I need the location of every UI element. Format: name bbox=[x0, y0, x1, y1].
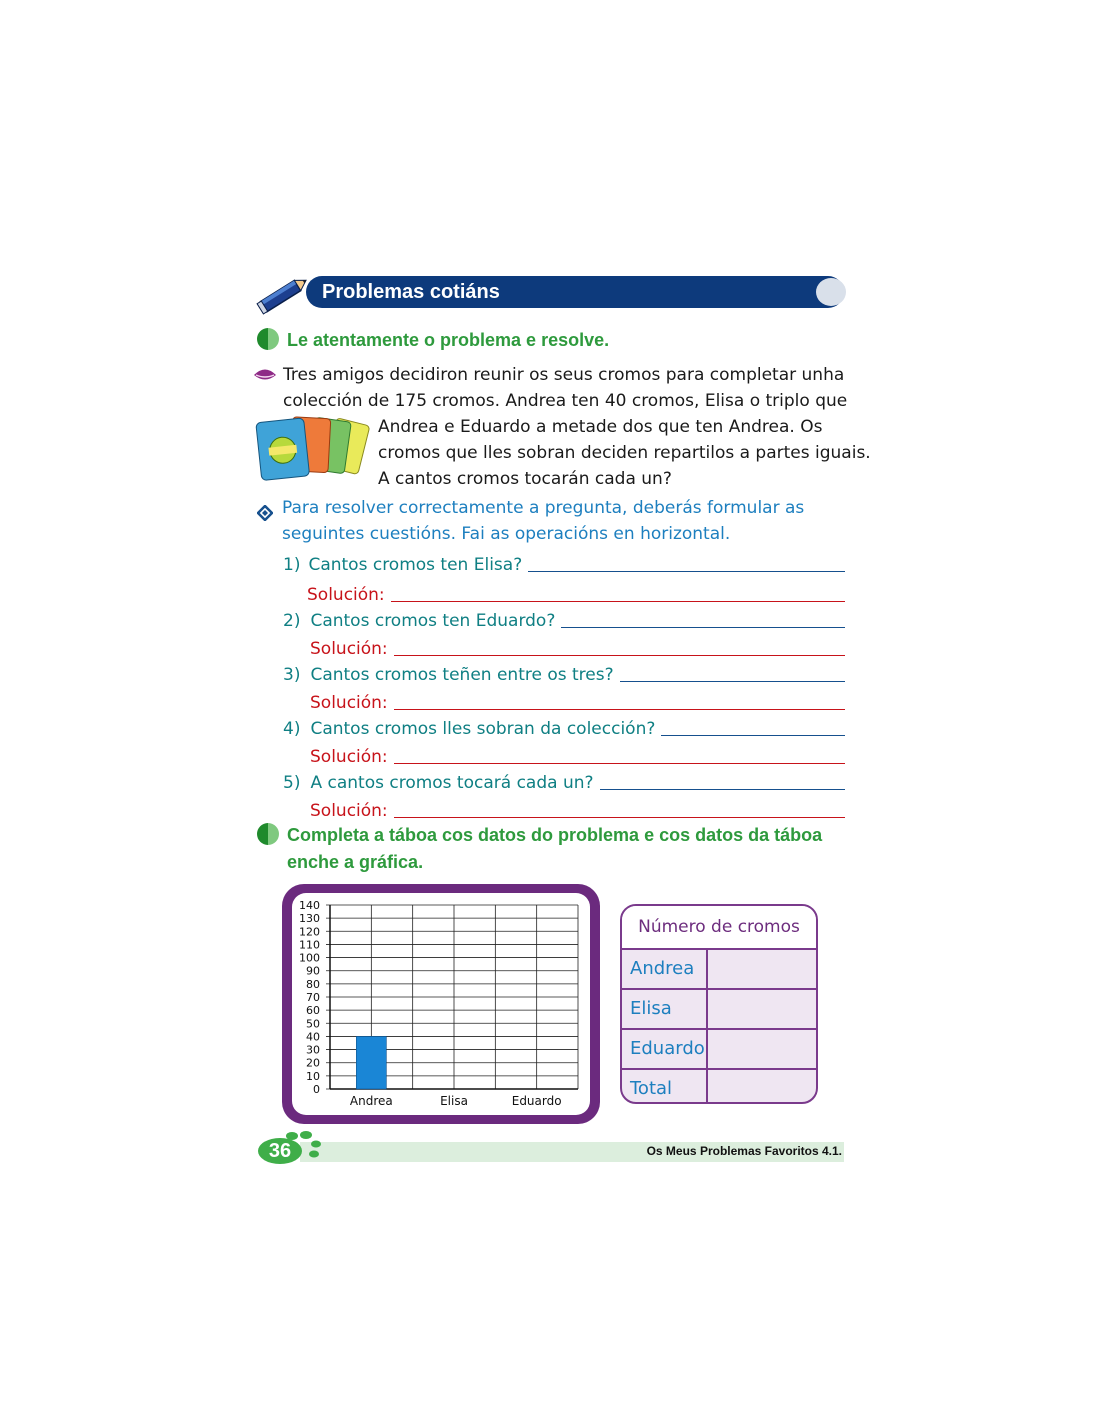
diamond-icon bbox=[257, 505, 273, 521]
solution-label: Solución: bbox=[310, 747, 388, 767]
question-text: Cantos cromos teñen entre os tres? bbox=[310, 665, 614, 685]
question-text: A cantos cromos tocará cada un? bbox=[310, 773, 594, 793]
question-number: 3) bbox=[283, 665, 301, 685]
cards-illustration bbox=[255, 412, 375, 488]
question-3 bbox=[283, 663, 845, 685]
y-tick-label: 60 bbox=[306, 1004, 320, 1018]
instruction-complete-line-2: enche a gráfica. bbox=[287, 852, 424, 872]
solution-line[interactable] bbox=[394, 745, 845, 764]
question-number: 2) bbox=[283, 611, 301, 631]
table-row-andrea bbox=[622, 950, 816, 990]
question-text: Cantos cromos ten Elisa? bbox=[308, 555, 523, 575]
row-value-cell[interactable] bbox=[708, 950, 816, 988]
data-table bbox=[620, 904, 818, 1104]
y-tick-label: 90 bbox=[306, 964, 320, 978]
answer-line[interactable] bbox=[600, 771, 845, 790]
problem-line-2: colección de 175 cromos. Andrea ten 40 cromos, Elisa o triplo que bbox=[283, 391, 848, 411]
row-value-cell[interactable] bbox=[708, 1070, 816, 1104]
solution-label: Solución: bbox=[310, 639, 388, 659]
y-tick-label: 120 bbox=[299, 925, 320, 939]
question-5 bbox=[283, 771, 845, 793]
halfmoon-icon bbox=[257, 823, 279, 845]
answer-line[interactable] bbox=[620, 663, 845, 682]
y-tick-label: 0 bbox=[313, 1083, 320, 1096]
row-value-cell[interactable] bbox=[708, 1030, 816, 1068]
bar-chart[interactable] bbox=[292, 893, 590, 1115]
row-label: Elisa bbox=[622, 990, 708, 1028]
y-tick-label: 130 bbox=[299, 912, 320, 926]
question-4 bbox=[283, 717, 845, 739]
halfmoon-icon bbox=[257, 328, 279, 350]
banner-cap-right bbox=[816, 278, 846, 306]
solution-2 bbox=[310, 637, 845, 659]
question-1 bbox=[283, 553, 845, 575]
table-row-total bbox=[622, 1070, 816, 1104]
y-tick-label: 30 bbox=[306, 1043, 320, 1057]
lips-icon bbox=[252, 366, 278, 384]
solution-3 bbox=[310, 691, 845, 713]
solution-line[interactable] bbox=[391, 583, 845, 602]
question-2 bbox=[283, 609, 845, 631]
question-number: 5) bbox=[283, 773, 301, 793]
solution-line[interactable] bbox=[394, 799, 845, 818]
solution-label: Solución: bbox=[310, 693, 388, 713]
problem-line-1: Tres amigos decidiron reunir os seus cromos para completar unha bbox=[283, 365, 845, 385]
problem-line-4: cromos que lles sobran deciden repartilos a partes iguais. bbox=[378, 443, 871, 463]
solution-4 bbox=[310, 745, 845, 767]
answer-line[interactable] bbox=[561, 609, 845, 628]
y-tick-label: 40 bbox=[306, 1030, 320, 1044]
x-tick-label: Andrea bbox=[349, 1094, 393, 1108]
problem-line-3: Andrea e Eduardo a metade dos que ten Andrea. Os bbox=[378, 417, 823, 437]
solution-label: Solución: bbox=[307, 585, 385, 605]
question-text: Cantos cromos lles sobran da colección? bbox=[310, 719, 656, 739]
question-number: 1) bbox=[283, 555, 301, 575]
y-tick-label: 100 bbox=[299, 951, 320, 965]
page-title: Problemas cotiáns bbox=[306, 276, 844, 308]
y-tick-label: 20 bbox=[306, 1056, 320, 1070]
solution-1 bbox=[307, 583, 845, 605]
page-number: 36 bbox=[258, 1138, 302, 1164]
table-row-elisa bbox=[622, 990, 816, 1030]
table-header: Número de cromos bbox=[622, 906, 816, 950]
instruction-complete-line-1: Completa a táboa cos datos do problema e cos datos da táboa bbox=[287, 825, 823, 845]
pencil-icon bbox=[254, 272, 314, 316]
solution-label: Solución: bbox=[310, 801, 388, 821]
bar-andrea bbox=[356, 1036, 386, 1089]
x-tick-label: Elisa bbox=[440, 1094, 468, 1108]
solution-line[interactable] bbox=[394, 691, 845, 710]
table-row-eduardo bbox=[622, 1030, 816, 1070]
problem-line-5: A cantos cromos tocarán cada un? bbox=[378, 469, 672, 489]
row-label: Total bbox=[622, 1070, 708, 1104]
x-tick-label: Eduardo bbox=[511, 1094, 562, 1108]
row-label: Eduardo bbox=[622, 1030, 708, 1068]
answer-line[interactable] bbox=[661, 717, 845, 736]
y-tick-label: 10 bbox=[306, 1069, 320, 1083]
hint-line-1: Para resolver correctamente a pregunta, deberás formular as bbox=[282, 498, 805, 518]
hint-line-2: seguintes cuestións. Fai as operacións en horizontal. bbox=[282, 524, 731, 544]
answer-line[interactable] bbox=[528, 553, 845, 572]
row-label: Andrea bbox=[622, 950, 708, 988]
y-tick-label: 110 bbox=[299, 938, 320, 952]
book-title: Os Meus Problemas Favoritos 4.1. bbox=[646, 1144, 842, 1158]
y-tick-label: 80 bbox=[306, 977, 320, 991]
y-tick-label: 70 bbox=[306, 991, 320, 1004]
solution-line[interactable] bbox=[394, 637, 845, 656]
y-tick-label: 50 bbox=[306, 1017, 320, 1031]
instruction-read: Le atentamente o problema e resolve. bbox=[287, 330, 610, 350]
question-text: Cantos cromos ten Eduardo? bbox=[310, 611, 556, 631]
solution-5 bbox=[310, 799, 845, 821]
row-value-cell[interactable] bbox=[708, 990, 816, 1028]
y-tick-label: 140 bbox=[299, 899, 320, 912]
question-number: 4) bbox=[283, 719, 301, 739]
